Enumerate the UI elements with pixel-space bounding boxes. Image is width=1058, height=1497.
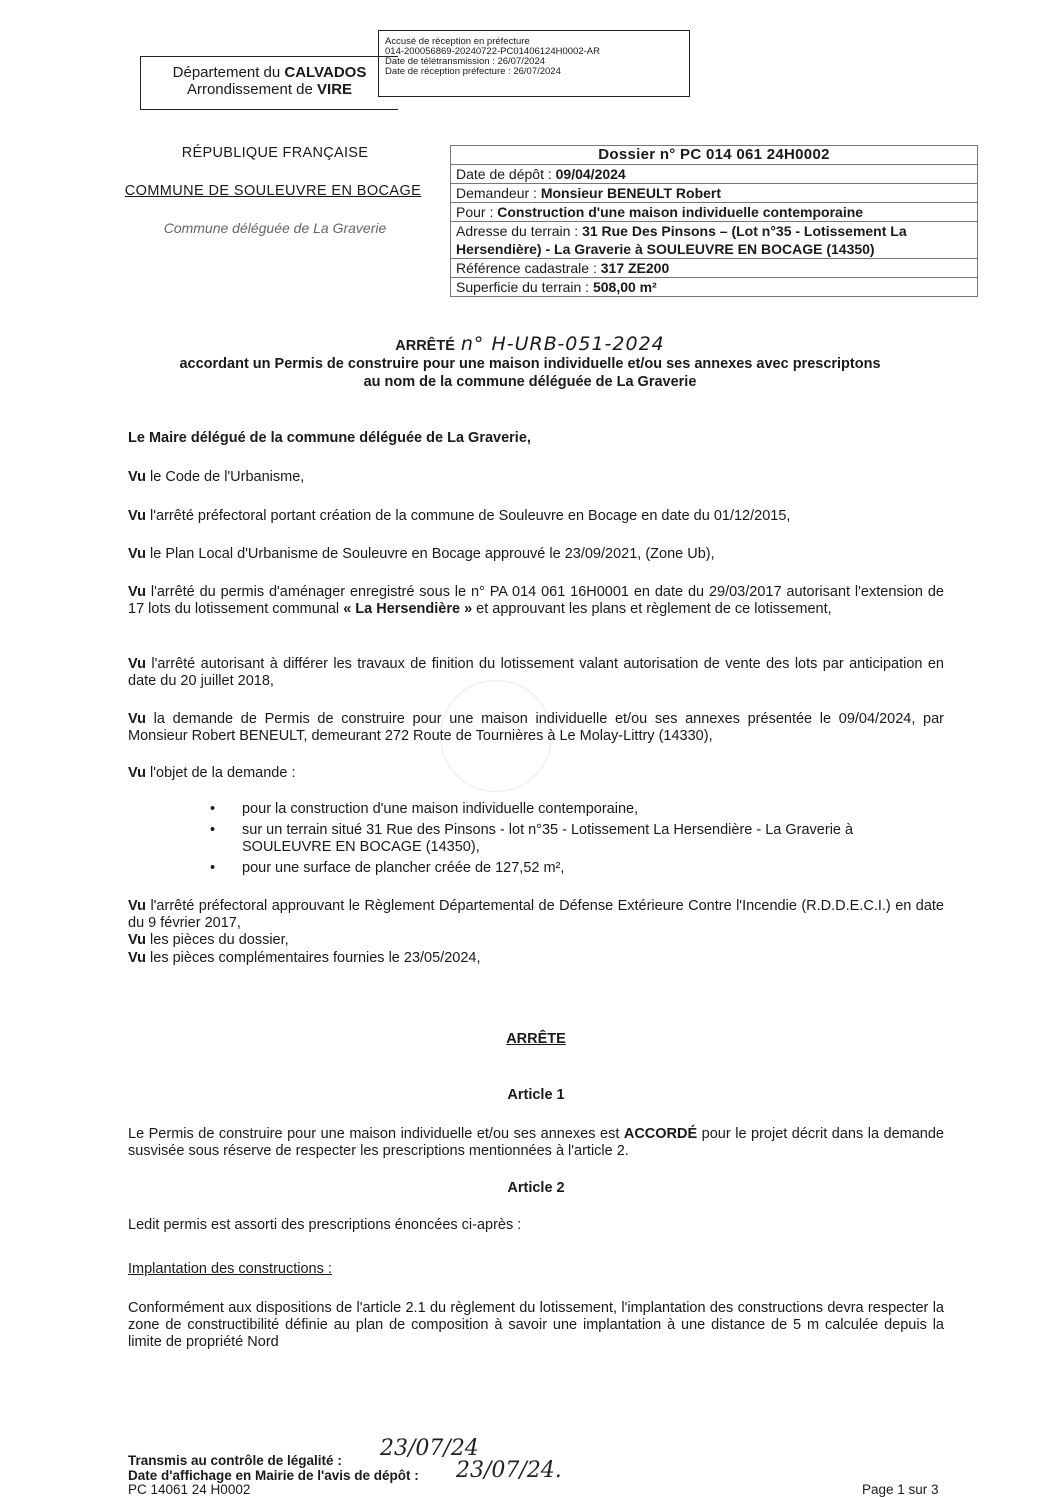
article-1-title: Article 1: [507, 1087, 565, 1103]
vu-paragraph: Vu l'objet de la demande :: [128, 765, 296, 781]
dossier-row: Référence cadastrale : 317 ZE200: [451, 259, 978, 278]
dossier-row: Superficie du terrain : 508,00 m²: [451, 278, 978, 297]
vu-paragraph: Vu le Code de l'Urbanisme,: [128, 469, 305, 485]
arrete-number-line: ARRÊTÉ n° H-URB-051-2024: [395, 333, 665, 355]
arrete-subtitle: accordant un Permis de construire pour une maison individuelle et/ou ses annexes avec prescriptons: [179, 356, 881, 372]
dossier-number: Dossier n° PC 014 061 24H0002: [451, 146, 978, 165]
dossier-row: Pour : Construction d'une maison individuelle contemporaine: [451, 203, 978, 222]
affichage-label: Date d'affichage en Mairie de l'avis de dépôt :: [128, 1468, 419, 1483]
arrete-number: n° H-URB-051-2024: [460, 333, 665, 355]
vu-paragraph: Vu la demande de Permis de construire pour une maison individuelle et/ou ses annexes présentée le 09/04/2024, par Monsieur Robert BENEULT, demeurant 272 Route de Tournières à Le Molay-Littry (14330),: [128, 711, 944, 744]
vu-paragraph: Vu le Plan Local d'Urbanisme de Souleuvre en Bocage approuvé le 23/09/2021, (Zone Ub),: [128, 546, 715, 562]
article-2-text: Ledit permis est assorti des prescriptions énoncées ci-après :: [128, 1217, 522, 1233]
list-item: • sur un terrain situé 31 Rue des Pinsons - lot n°35 - Lotissement La Hersendière - La Graverie à SOULEUVRE EN BOCAGE (14350),: [210, 822, 945, 856]
maire-line: Le Maire délégué de la commune déléguée de La Graverie,: [128, 430, 531, 446]
vu-paragraph: Vu l'arrêté autorisant à différer les travaux de finition du lotissement valant autorisation de vente des lots par anticipation en date du 20 juillet 2018,: [128, 656, 944, 689]
affichage-date: 23/07/24.: [456, 1458, 562, 1483]
list-item: • pour une surface de plancher créée de 127,52 m²,: [210, 860, 945, 877]
dossier-row: Demandeur : Monsieur BENEULT Robert: [451, 184, 978, 203]
list-item: • pour la construction d'une maison individuelle contemporaine,: [210, 801, 945, 818]
arrondissement-line: Arrondissement de VIRE: [186, 81, 353, 98]
page-number: Page 1 sur 3: [862, 1482, 939, 1497]
dossier-reference: PC 14061 24 H0002: [128, 1482, 251, 1497]
dossier-row: Adresse du terrain : 31 Rue Des Pinsons – (Lot n°35 - Lotissement La Hersendière) - La Graverie à SOULEUVRE EN BOCAGE (14350): [451, 222, 978, 259]
vu-paragraph: Vu l'arrêté du permis d'aménager enregistré sous le n° PA 014 061 16H0001 en date du 29/03/2017 autorisant l'extension de 17 lots du lotissement communal « La Hersendière » et approuvant les plans et règlement de ce lotissement,: [128, 584, 944, 617]
department-box: [140, 56, 398, 110]
republique-heading: RÉPUBLIQUE FRANÇAISE: [181, 145, 369, 161]
stamp-line: Date de réception préfecture : 26/07/2024: [385, 66, 561, 77]
department-line: Département du CALVADOS: [172, 64, 367, 81]
prefecture-receipt-stamp: [378, 30, 690, 97]
implantation-heading: Implantation des constructions :: [128, 1261, 332, 1277]
arrete-heading: ARRÊTE: [506, 1031, 566, 1047]
vu-paragraph: Vu les pièces complémentaires fournies le 23/05/2024,: [128, 950, 481, 966]
stamp-line: Date de télétransmission : 26/07/2024: [385, 56, 546, 67]
implantation-text: Conformément aux dispositions de l'article 2.1 du règlement du lotissement, l'implantation des constructions devra respecter la zone de constructibilité définie au plan de composition à savoir une implantation à une distance de 5 m calculée depuis la limite de propriété Nord: [128, 1300, 944, 1350]
transmis-date: 23/07/24: [380, 1436, 479, 1461]
stamp-line: Accusé de réception en préfecture: [385, 36, 530, 47]
dossier-row: Date de dépôt : 09/04/2024: [451, 165, 978, 184]
demande-list: [210, 801, 945, 881]
stamp-line: 014-200056869-20240722-PC01406124H0002-AR: [385, 46, 600, 57]
commune-heading: COMMUNE DE SOULEUVRE EN BOCAGE: [124, 183, 422, 199]
arrete-title: [100, 335, 960, 391]
article-1-text: Le Permis de construire pour une maison individuelle et/ou ses annexes est ACCORDÉ pour le projet décrit dans la demande susvisée sous réserve de respecter les prescriptions mentionnées à l'article 2.: [128, 1126, 944, 1159]
vu-paragraph: Vu les pièces du dossier,: [128, 932, 289, 948]
dossier-table: [450, 145, 978, 297]
vu-paragraph: Vu l'arrêté préfectoral portant création de la commune de Souleuvre en Bocage en date du 01/12/2015,: [128, 508, 791, 524]
transmis-label: Transmis au contrôle de légalité :: [128, 1453, 342, 1468]
commune-deleguee: Commune déléguée de La Graverie: [163, 220, 387, 236]
vu-paragraph: Vu l'arrêté préfectoral approuvant le Règlement Départemental de Défense Extérieure Contre l'Incendie (R.D.D.E.C.I.) en date du 9 février 2017,: [128, 898, 944, 931]
article-2-title: Article 2: [507, 1180, 565, 1196]
arrete-subtitle: au nom de la commune déléguée de La Graverie: [363, 374, 697, 390]
